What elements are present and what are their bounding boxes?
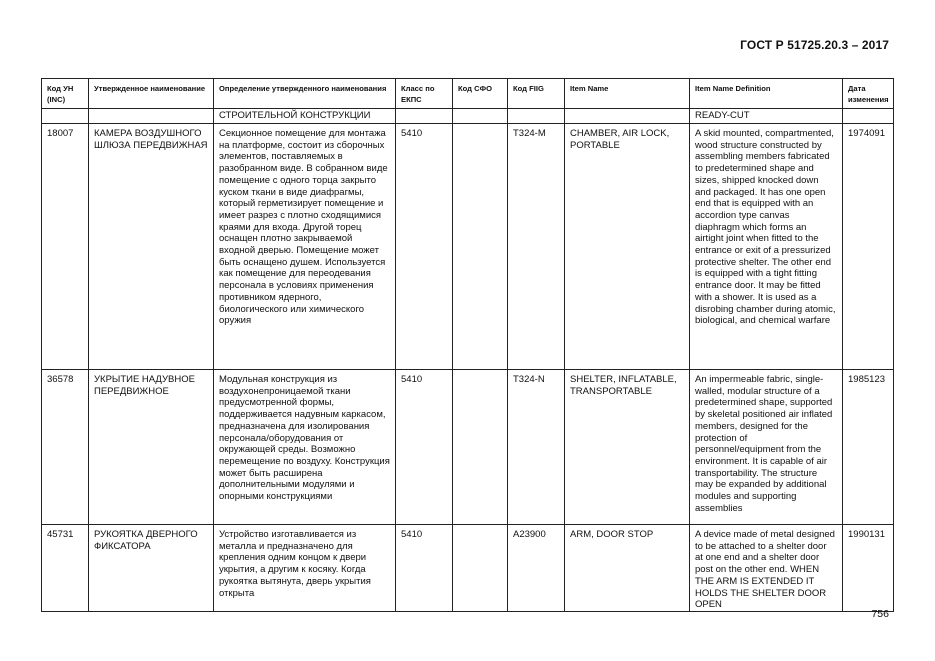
cell-definition: Секционное помещение для монтажа на платформе, состоит из сборочных элементов, поставляемых в разобранном виде. В собранном виде помещение с одного торца закрыто куском ткани в виде диафрагмы, который герметизирует помещение и имеет разрез с плотно сходящимися краями для входа. Другой торец оснащен плотно закрываемой входной дверью. Помещение может быть оснащено душем. Используется как помещение для переодевания персонала в условиях применения противником ядерного, биологического или химического оружия	[214, 124, 396, 370]
cell-date: 1985123	[843, 370, 894, 525]
col-header-sfo: Код СФО	[453, 79, 508, 109]
cell-date: 1990131	[843, 525, 894, 612]
col-header-date: Дата изменения	[843, 79, 894, 109]
cell-class: 5410	[396, 525, 453, 612]
cell-inc: 45731	[42, 525, 89, 612]
cell-sfo	[453, 370, 508, 525]
cell-definition: Устройство изготавливается из металла и предназначено для крепления одним концом к двери укрытия, а другим к косяку. Когда рукоятка вытянута, дверь укрытия открыта	[214, 525, 396, 612]
catalog-table	[41, 78, 894, 612]
cell-item-definition: READY-CUT	[690, 109, 843, 124]
col-header-inc: Код УН (INC)	[42, 79, 89, 109]
col-header-definition: Определение утвержденного наименования	[214, 79, 396, 109]
col-header-item-definition: Item Name Definition	[690, 79, 843, 109]
table-row	[42, 525, 894, 612]
col-header-fiig: Код FIIG	[508, 79, 565, 109]
cell-item-name: SHELTER, INFLATABLE, TRANSPORTABLE	[565, 370, 690, 525]
continuation-row	[42, 109, 894, 124]
cell-item-definition: A device made of metal designed to be attached to a shelter door at one end and a shelter door post on the other end. WHEN THE ARM IS EXTENDED IT HOLDS THE SHELTER DOOR OPEN	[690, 525, 843, 612]
cell-date: 1974091	[843, 124, 894, 370]
header-row	[42, 79, 894, 109]
table-row	[42, 124, 894, 370]
cell-class: 5410	[396, 370, 453, 525]
cell-inc: 18007	[42, 124, 89, 370]
col-header-item-name: Item Name	[565, 79, 690, 109]
document-title: ГОСТ Р 51725.20.3 – 2017	[740, 38, 889, 52]
cell-class: 5410	[396, 124, 453, 370]
table-row	[42, 370, 894, 525]
cell-item-name: ARM, DOOR STOP	[565, 525, 690, 612]
cell-name: РУКОЯТКА ДВЕРНОГО ФИКСАТОРА	[89, 525, 214, 612]
col-header-name: Утвержденное наименование	[89, 79, 214, 109]
cell-sfo	[453, 124, 508, 370]
cell-item-name: CHAMBER, AIR LOCK, PORTABLE	[565, 124, 690, 370]
page-number: 756	[871, 608, 889, 620]
cell-fiig: T324-M	[508, 124, 565, 370]
cell-fiig: A23900	[508, 525, 565, 612]
cell-fiig: T324-N	[508, 370, 565, 525]
cell-inc: 36578	[42, 370, 89, 525]
cell-sfo	[453, 525, 508, 612]
cell-item-definition: An impermeable fabric, single-walled, modular structure of a predetermined shape, supported by skeletal positioned air inflated members, designed for the protection of personnel/equipment from the environment. It is capable of air transportability. The structure may be expanded by additional modules and supporting assemblies	[690, 370, 843, 525]
cell-definition: СТРОИТЕЛЬНОЙ КОНСТРУКЦИИ	[214, 109, 396, 124]
cell-definition: Модульная конструкция из воздухонепроницаемой ткани предусмотренной формы, поддерживается надувным каркасом, предназначена для изолирования персонала/оборудования от окружающей среды. Возможно перемещение по воздуху. Конструкция может быть расширена дополнительными модулями и опорными конструкциями	[214, 370, 396, 525]
cell-name: КАМЕРА ВОЗДУШНОГО ШЛЮЗА ПЕРЕДВИЖНАЯ	[89, 124, 214, 370]
col-header-class: Класс по ЕКПС	[396, 79, 453, 109]
cell-item-definition: A skid mounted, compartmented, wood structure constructed by assembling members fabricated to predetermined shape and sizes, shipped knocked down and packaged. It has one open end that is equipped with an accordion type canvas diaphragm which forms an airtight joint when fitted to the entrance or exit of a pressurized protective shelter. The other end is equipped with a tight fitting entrance door. It may be fitted with a shower. It is used as a disrobing chamber during atomic, biological, and chemical warfare	[690, 124, 843, 370]
cell-name: УКРЫТИЕ НАДУВНОЕ ПЕРЕДВИЖНОЕ	[89, 370, 214, 525]
